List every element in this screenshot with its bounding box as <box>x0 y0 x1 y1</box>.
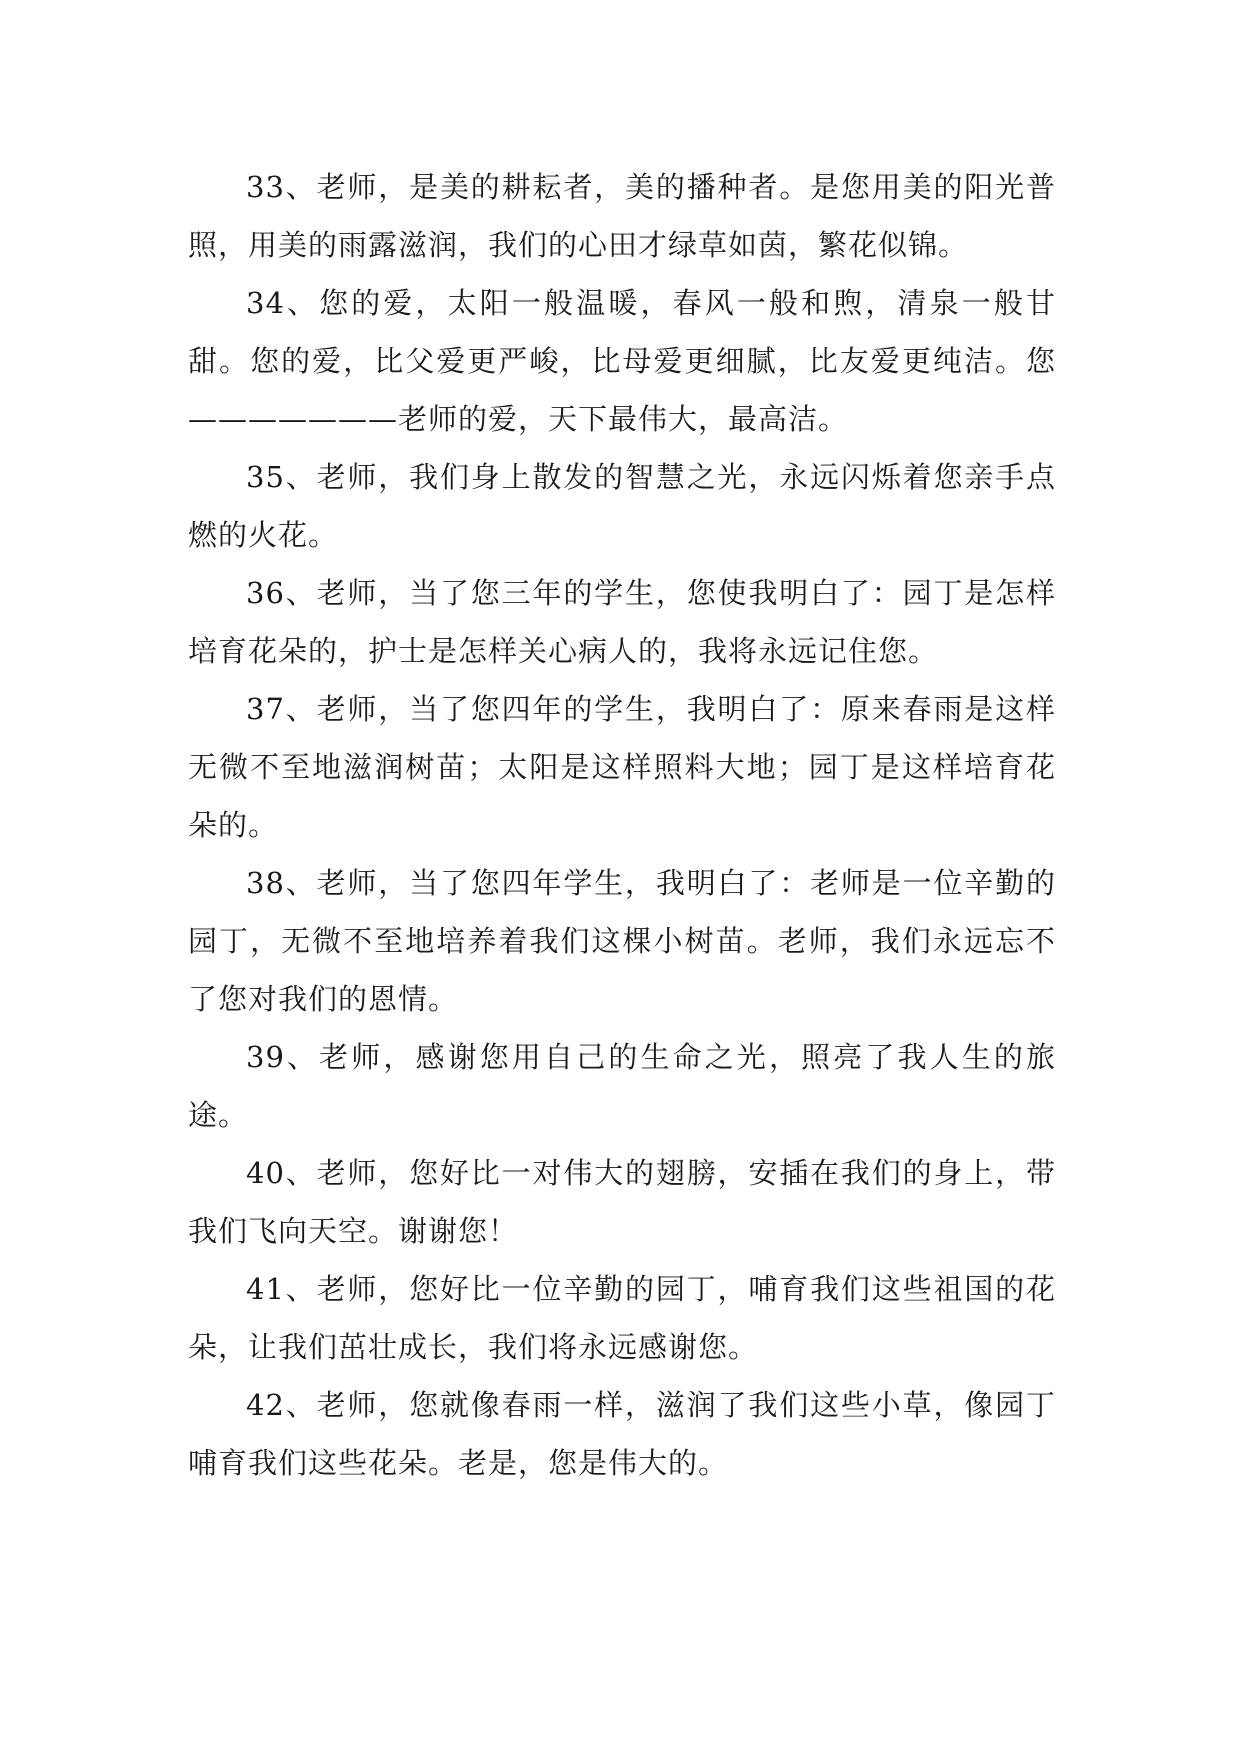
paragraph-41: 41、老师，您好比一位辛勤的园丁，哺育我们这些祖国的花朵，让我们茁壮成长，我们将永远感谢您。 <box>188 1272 1056 1364</box>
paragraph-39: 39、老师，感谢您用自己的生命之光，照亮了我人生的旅途。 <box>188 1040 1056 1132</box>
paragraph-37: 37、老师，当了您四年的学生，我明白了：原来春雨是这样无微不至地滋润树苗；太阳是这样照料大地；园丁是这样培育花朵的。 <box>188 692 1056 842</box>
paragraph-40: 40、老师，您好比一对伟大的翅膀，安插在我们的身上，带我们飞向天空。谢谢您！ <box>188 1156 1056 1248</box>
paragraph-42: 42、老师，您就像春雨一样，滋润了我们这些小草，像园丁哺育我们这些花朵。老是，您是伟大的。 <box>188 1388 1056 1480</box>
document-body <box>188 158 1056 1492</box>
paragraph-35: 35、老师，我们身上散发的智慧之光，永远闪烁着您亲手点燃的火花。 <box>188 460 1056 552</box>
paragraph-34: 34、您的爱，太阳一般温暖，春风一般和煦，清泉一般甘甜。您的爱，比父爱更严峻，比母爱更细腻，比友爱更纯洁。您———————老师的爱，天下最伟大，最高洁。 <box>188 286 1056 436</box>
paragraph-36: 36、老师，当了您三年的学生，您使我明白了：园丁是怎样培育花朵的，护士是怎样关心病人的，我将永远记住您。 <box>188 576 1056 668</box>
paragraph-38: 38、老师，当了您四年学生，我明白了：老师是一位辛勤的园丁，无微不至地培养着我们这棵小树苗。老师，我们永远忘不了您对我们的恩情。 <box>188 866 1056 1016</box>
paragraph-33: 33、老师，是美的耕耘者，美的播种者。是您用美的阳光普照，用美的雨露滋润，我们的心田才绿草如茵，繁花似锦。 <box>188 170 1056 262</box>
